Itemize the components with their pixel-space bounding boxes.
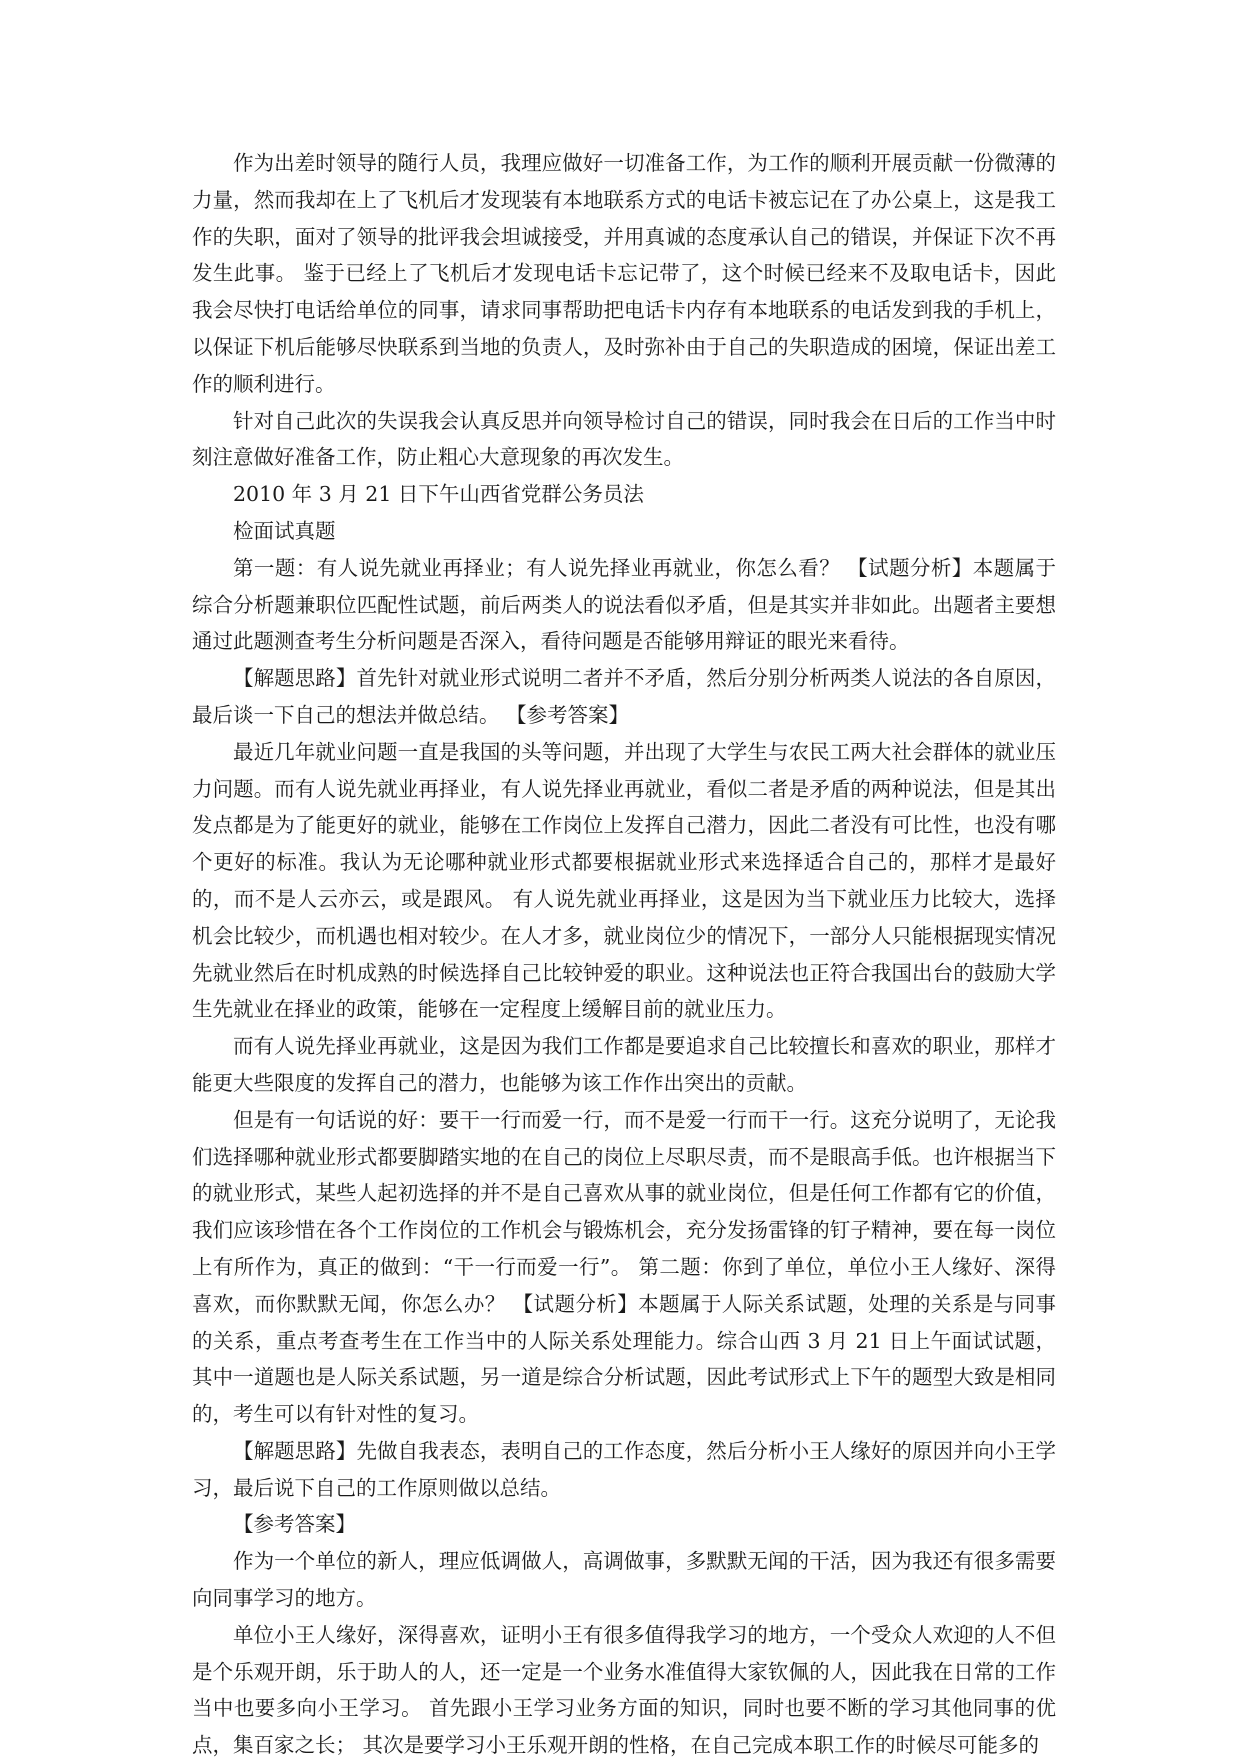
paragraph: 而有人说先择业再就业，这是因为我们工作都是要追求自己比较擅长和喜欢的职业，那样才能更大些限度的发挥自己的潜力，也能够为该工作作出突出的贡献。: [192, 1034, 1056, 1095]
document-body: [192, 145, 1056, 1764]
paragraph-heading: 检面试真题: [233, 518, 336, 543]
paragraph-answer-label: 【参考答案】: [233, 1512, 356, 1537]
paragraph: 作为出差时领导的随行人员，我理应做好一切准备工作，为工作的顺利开展贡献一份微薄的力量，然而我却在上了飞机后才发现装有本地联系方式的电话卡被忘记在了办公桌上，这是我工作的失职，面对了领导的批评我会坦诚接受，并用真诚的态度承认自己的错误，并保证下次不再发生此事。 鉴于已经上了飞机后才发现电话卡忘记带了，这个时候已经来不及取电话卡，因此我会尽快打电话给单位的同事，请求同事帮助把电话卡内存有本地联系的电话发到我的手机上，以保证下机后能够尽快联系到当地的负责人，及时弥补由于自己的失职造成的困境，保证出差工作的顺利进行。: [192, 151, 1056, 396]
paragraph: 针对自己此次的失误我会认真反思并向领导检讨自己的错误，同时我会在日后的工作当中时刻注意做好准备工作，防止粗心大意现象的再次发生。: [192, 408, 1056, 470]
paragraph-date-heading: 2010 年 3 月 21 日下午山西省党群公务员法: [233, 482, 644, 507]
paragraph: 单位小王人缘好，深得喜欢，证明小王有很多值得我学习的地方，一个受众人欢迎的人不但是个乐观开朗，乐于助人的人，还一定是一个业务水准值得大家钦佩的人，因此我在日常的工作当中也要多向小王学习。 首先跟小王学习业务方面的知识，同时也要不断的学习其他同事的优点，集百家之长； 其次是要学习小王乐观开朗的性格，在自己完成本职工作的时候尽可能多的: [192, 1622, 1056, 1758]
paragraph: 作为一个单位的新人，理应低调做人，高调做事，多默默无闻的干活，因为我还有很多需要向同事学习的地方。: [192, 1549, 1056, 1611]
paragraph: 【解题思路】首先针对就业形式说明二者并不矛盾，然后分别分析两类人说法的各自原因，最后谈一下自己的想法并做总结。 【参考答案】: [192, 666, 1056, 727]
paragraph: 第一题：有人说先就业再择业；有人说先择业再就业，你怎么看？ 【试题分析】本题属于综合分析题兼职位匹配性试题，前后两类人的说法看似矛盾，但是其实并非如此。出题者主要想通过此题测查考生分析问题是否深入，看待问题是否能够用辩证的眼光来看待。: [192, 555, 1056, 654]
paragraph: 【解题思路】先做自我表态，表明自己的工作态度，然后分析小王人缘好的原因并向小王学习，最后说下自己的工作原则做以总结。: [192, 1438, 1056, 1500]
paragraph: 最近几年就业问题一直是我国的头等问题，并出现了大学生与农民工两大社会群体的就业压力问题。而有人说先就业再择业，有人说先择业再就业，看似二者是矛盾的两种说法，但是其出发点都是为了能更好的就业，能够在工作岗位上发挥自己潜力，因此二者没有可比性，也没有哪个更好的标准。我认为无论哪种就业形式都要根据就业形式来选择适合自己的，那样才是最好的，而不是人云亦云，或是跟风。 有人说先就业再择业，这是因为当下就业压力比较大，选择机会比较少，而机遇也相对较少。在人才多，就业岗位少的情况下，一部分人只能根据现实情况先就业然后在时机成熟的时候选择自己比较钟爱的职业。这种说法也正符合我国出台的鼓励大学生先就业在择业的政策，能够在一定程度上缓解目前的就业压力。: [192, 739, 1056, 1022]
paragraph: 但是有一句话说的好：要干一行而爱一行，而不是爱一行而干一行。这充分说明了，无论我们选择哪种就业形式都要脚踏实地的在自己的岗位上尽职尽责，而不是眼高手低。也许根据当下的就业形式，某些人起初选择的并不是自己喜欢从事的就业岗位，但是任何工作都有它的价值，我们应该珍惜在各个工作岗位的工作机会与锻炼机会，充分发扬雷锋的钉子精神，要在每一岗位上有所作为，真正的做到：“干一行而爱一行”。 第二题：你到了单位，单位小王人缘好、深得喜欢，而你默默无闻，你怎么办？ 【试题分析】本题属于人际关系试题，处理的关系是与同事的关系，重点考查考生在工作当中的人际关系处理能力。综合山西 3 月 21 日上午面试试题，其中一道题也是人际关系试题，另一道是综合分析试题，因此考试形式上下午的题型大致是相同的，考生可以有针对性的复习。: [192, 1107, 1056, 1427]
